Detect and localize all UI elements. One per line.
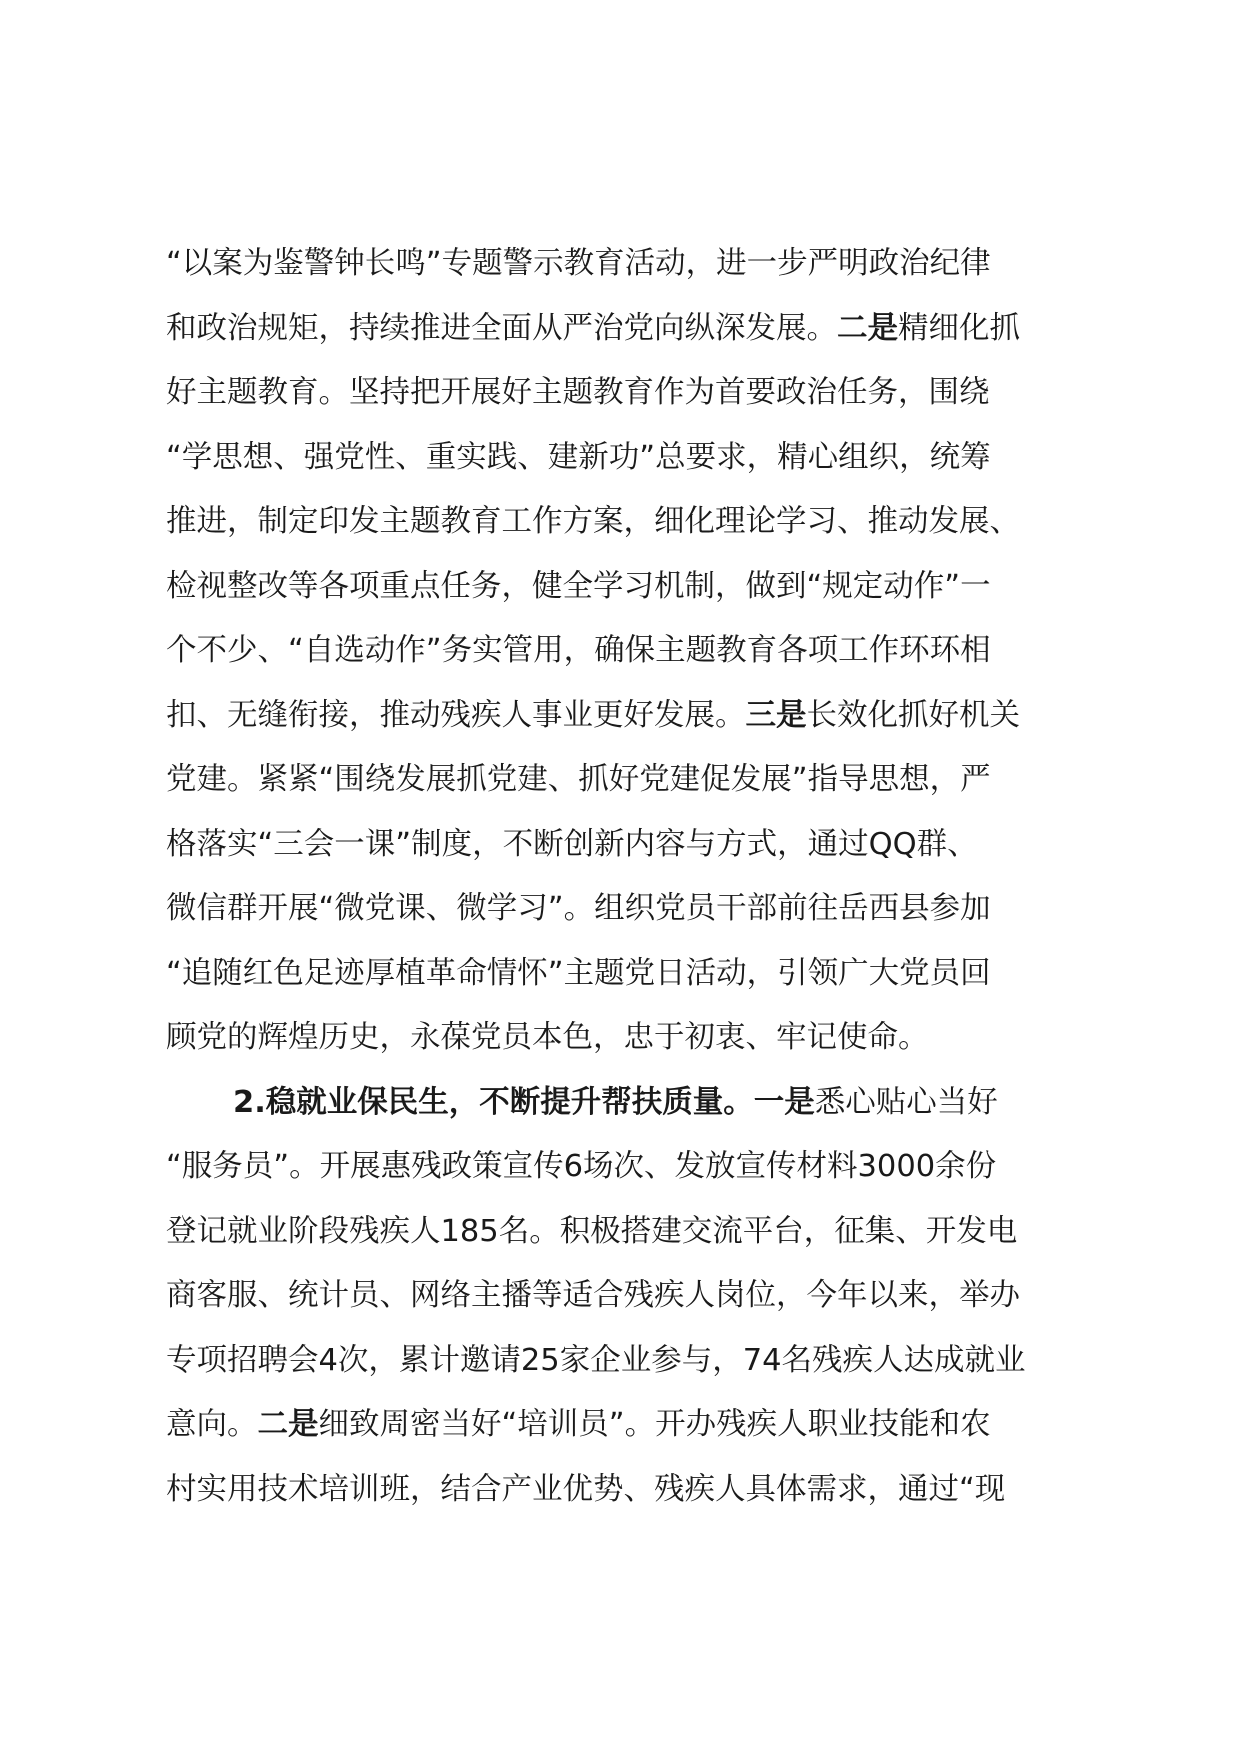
text-run: 悉心贴心当好	[814, 1084, 998, 1120]
text-run: 精细化抓	[898, 310, 1020, 346]
text-run: “学思想、强党性、重实践、建新功”总要求，精心组织，统筹	[166, 439, 991, 475]
text-line	[166, 1006, 1106, 1071]
text-run: 党建。紧紧“围绕发展抓党建、抓好党建促发展”指导思想，严	[166, 762, 991, 797]
text-run: 登记就业阶段残疾人185名。积极搭建交流平台，征集、开发电	[166, 1213, 1018, 1249]
text-run: 意向。	[166, 1407, 258, 1442]
section-heading: 2.稳就业保民生，不断提升帮扶质量。一是	[233, 1084, 815, 1120]
text-run: 推进，制定印发主题教育工作方案，细化理论学习、推动发展、	[166, 504, 1020, 539]
text-line	[166, 490, 1106, 555]
bold-text-run: 三是	[745, 697, 807, 733]
text-line	[166, 297, 1106, 362]
text-run: 村实用技术培训班，结合产业优势、残疾人具体需求，通过“现	[166, 1471, 1006, 1507]
text-line	[166, 232, 1106, 297]
text-line	[166, 1329, 1106, 1394]
text-line	[166, 813, 1106, 878]
text-run: 专项招聘会4次，累计邀请25家企业参与，74名残疾人达成就业	[166, 1342, 1026, 1378]
text-line	[166, 1458, 1106, 1523]
text-line	[166, 877, 1106, 942]
text-run: “以案为鉴警钟长鸣”专题警示教育活动，进一步严明政治纪律	[166, 246, 991, 281]
document-body	[166, 232, 1106, 1522]
text-line	[166, 1393, 1106, 1458]
text-run: 长效化抓好机关	[806, 697, 1020, 733]
text-run: 商客服、统计员、网络主播等适合残疾人岗位，今年以来，举办	[166, 1278, 1020, 1313]
text-run: 好主题教育。坚持把开展好主题教育作为首要政治任务，围绕	[166, 375, 990, 410]
text-line	[166, 619, 1106, 684]
text-run: 细致周密当好“培训员”。开办残疾人职业技能和农	[318, 1407, 991, 1442]
text-line	[166, 684, 1106, 749]
text-run: “服务员”。开展惠残政策宣传6场次、发放宣传材料3000余份	[166, 1149, 997, 1184]
text-line	[166, 1200, 1106, 1265]
text-line	[166, 361, 1106, 426]
text-line	[166, 748, 1106, 813]
text-run: 扣、无缝衔接，推动残疾人事业更好发展。	[166, 697, 746, 733]
text-run: 和政治规矩，持续推进全面从严治党向纵深发展。	[166, 310, 837, 346]
text-line	[166, 426, 1106, 491]
text-run: “追随红色足迹厚植革命情怀”主题党日活动，引领广大党员回	[166, 955, 991, 991]
text-run: 检视整改等各项重点任务，健全学习机制，做到“规定动作”一	[166, 568, 991, 604]
text-line	[166, 1135, 1106, 1200]
text-line	[166, 942, 1106, 1007]
text-line	[166, 1264, 1106, 1329]
text-line	[166, 555, 1106, 620]
text-run: 微信群开展“微党课、微学习”。组织党员干部前往岳西县参加	[166, 891, 991, 926]
bold-text-run: 二是	[837, 310, 898, 346]
text-run: 格落实“三会一课”制度，不断创新内容与方式，通过QQ群、	[166, 826, 978, 862]
bold-text-run: 二是	[257, 1407, 319, 1442]
text-run: 个不少、“自选动作”务实管用，确保主题教育各项工作环环相	[166, 633, 991, 668]
section-heading-line	[166, 1071, 1106, 1136]
text-run: 顾党的辉煌历史，永葆党员本色，忠于初衷、牢记使命。	[166, 1020, 929, 1055]
